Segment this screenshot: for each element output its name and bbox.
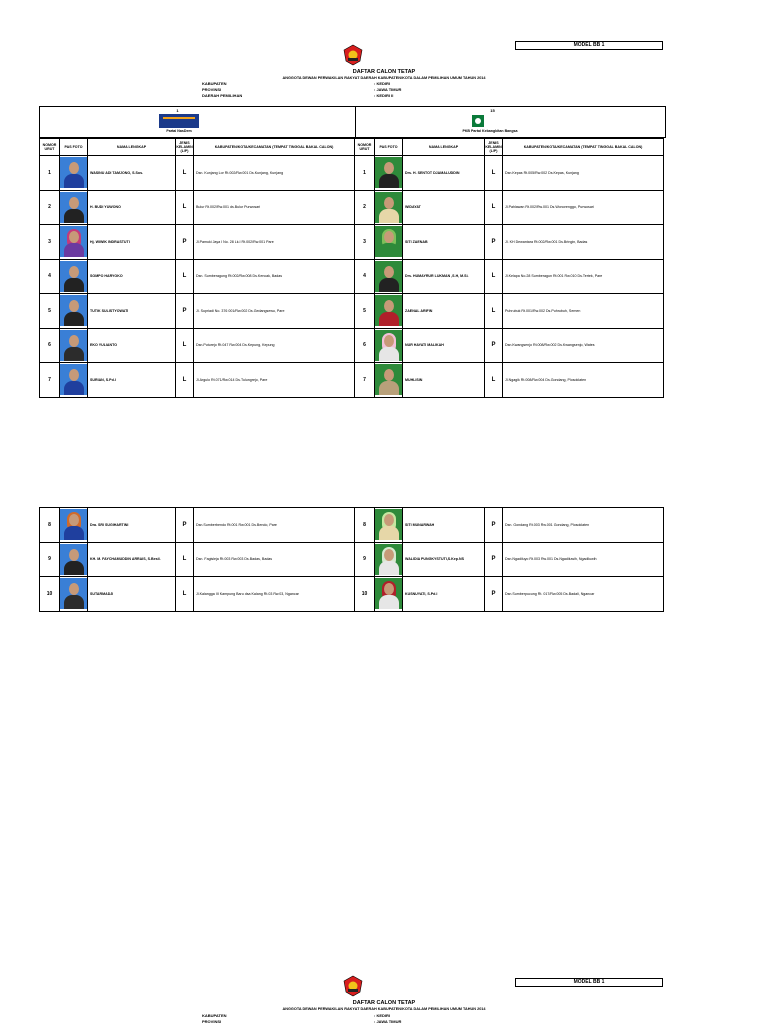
photo-head [384,197,394,209]
photo-body [64,174,84,188]
photo-head [384,335,394,347]
candidate-name: KH. M. FAYCHAMUDDIN ARRAIS, S.Besil. [88,542,176,577]
candidate-photo [375,295,403,326]
candidate-photo [375,578,403,609]
candidate-gender: L [485,294,503,329]
photo-head [384,266,394,278]
table-row [40,508,664,543]
candidate-photo-cell [60,328,88,363]
candidate-photo-cell [375,225,403,260]
photo-body [379,278,399,292]
candidate-photo-cell [375,259,403,294]
candidate-gender: L [176,190,194,225]
photo-body [379,174,399,188]
candidate-number: 8 [355,508,375,543]
candidate-name: SITI ZAENAB [403,225,485,260]
photo-body [64,381,84,395]
candidate-number: 5 [355,294,375,329]
candidate-address: Dsn.Kwangsenjo Rt.008/Rw.002 Ds.Kwangsenjo, Wates [503,328,664,363]
candidate-photo-cell [60,225,88,260]
photo-head [69,583,79,595]
photo-head [384,300,394,312]
photo-body [379,243,399,257]
header-jk: JENIS KELAMIN (L/P) [176,139,194,156]
candidate-number: 2 [40,190,60,225]
candidate-number: 9 [40,542,60,577]
photo-body [379,526,399,540]
photo-body [64,561,84,575]
candidate-photo-cell [375,328,403,363]
photo-head [69,300,79,312]
candidate-name: SOMPO HARYOKO [88,259,176,294]
candidate-photo-cell [375,542,403,577]
photo-body [379,347,399,361]
candidate-number: 3 [355,225,375,260]
table-row [40,294,664,329]
candidate-gender: P [176,508,194,543]
photo-body [64,278,84,292]
page-title: DAFTAR CALON TETAP [352,1000,416,1006]
candidate-address: Jl.Kalangga III Kampung Baru dsa Kalang Rt.03 Rw.03, Ngancar [194,577,355,612]
candidate-photo-cell [60,363,88,398]
candidate-photo-cell [375,577,403,612]
candidate-photo-cell [60,577,88,612]
photo-head [384,549,394,561]
photo-body [379,312,399,326]
party-nasdem [40,107,356,138]
table-header-row [40,139,664,156]
party-name: Partai NasDem [166,129,192,133]
candidate-number: 1 [40,156,60,191]
candidate-name: WALIDIA PUNGKYSTUTI,S.Kep.NS [403,542,485,577]
candidate-name: WASINU ADI TAMJONO, S.Sos. [88,156,176,191]
photo-body [379,381,399,395]
party-name: PKB Partai Kebangkitan Bangsa [462,129,518,133]
meta-label: KABUPATEN [202,1013,227,1018]
candidate-gender: L [176,259,194,294]
candidate-photo [60,192,88,223]
header-jk: JENIS KELAMIN (L/P) [485,139,503,156]
candidate-photo [375,192,403,223]
photo-body [64,243,84,257]
candidate-photo [375,261,403,292]
header-nomor: NOMOR URUT [355,139,375,156]
meta-label: KABUPATEN [202,81,227,86]
candidate-photo [60,330,88,361]
candidate-table [39,138,664,398]
candidate-number: 6 [355,328,375,363]
photo-head [69,197,79,209]
page-subtitle: ANGGOTA DEWAN PERWAKILAN RAKYAT DAERAH KABUPATEN/KOTA DALAM PEMILIHAN UMUM TAHUN 2014 [282,1007,486,1011]
candidate-number: 9 [355,542,375,577]
candidate-photo [60,578,88,609]
candidate-gender: L [176,542,194,577]
candidate-name: SUTARMADJI [88,577,176,612]
candidate-name: WIDAYAT [403,190,485,225]
photo-body [64,312,84,326]
candidate-number: 4 [40,259,60,294]
page-title: DAFTAR CALON TETAP [352,69,416,75]
meta-label: PROVINSI [202,87,222,92]
candidate-address: Jl.Pamuki Jaya I No. 28 Lk.I Rt.002/Rw.001 Pare [194,225,355,260]
candidate-address: Dsn. Kunjang Lor Rt.002/Rw.001 Ds.Kunjang, Kunjang [194,156,355,191]
header-nomor: NOMOR URUT [40,139,60,156]
photo-head [69,335,79,347]
party-pkb [356,107,666,138]
photo-head [69,369,79,381]
candidate-address: Dsn.Sumberpucung Rt. 017/Rw.005 Ds.Badali, Ngancar [503,577,664,612]
candidate-number: 3 [40,225,60,260]
candidate-address: Jl. Supriadi No. 376 001/Rw.002 Ds.Gedangsewu, Pare [194,294,355,329]
kpu-logo-icon [342,44,364,66]
meta-value: : KEDIRI II [374,93,394,98]
photo-body [379,595,399,609]
candidate-gender: P [485,328,503,363]
candidate-number: 7 [355,363,375,398]
model-label: MODEL BB 1 [515,41,663,50]
candidate-photo-cell [60,190,88,225]
meta-label: DAERAH PEMILIHAN [202,93,243,98]
meta-value: : JAWA TIMUR [374,87,402,92]
candidate-photo-cell [375,190,403,225]
candidate-gender: L [485,156,503,191]
meta-block [202,1013,401,1025]
candidate-name: NUR HAYATI MALIKAH [403,328,485,363]
header-foto: PAS FOTO [60,139,88,156]
table-row [40,190,664,225]
candidate-number: 8 [40,508,60,543]
candidate-gender: P [485,577,503,612]
candidate-photo [375,330,403,361]
candidate-gender: L [176,156,194,191]
candidate-address: Bulur Rt.002/Rw.001 ds.Bulur Purwosari [194,190,355,225]
candidate-number: 2 [355,190,375,225]
candidate-address: Jl.Ngagik Rt.008/Rw.004 Ds.Gondang, Plosoklaten [503,363,664,398]
photo-body [64,209,84,223]
photo-head [69,549,79,561]
candidate-photo-cell [60,508,88,543]
table-row [40,156,664,191]
candidate-photo [375,364,403,395]
candidate-address: Dsn. Gondang Rt.003 Rw.001 Gondang, Plosoklaten [503,508,664,543]
candidate-address: Dsn. Fagisleja Rt.003 Rw.003 Ds.Badas, Badas [194,542,355,577]
model-label: MODEL BB 1 [515,978,663,987]
candidate-name: ZAENAL ARIFIN [403,294,485,329]
candidate-name: Drs. H. SENTOT DJAMALUDDIN [403,156,485,191]
kpu-logo-icon [342,975,364,997]
candidate-name: SITI MUNARWAH [403,508,485,543]
header-alamat: KABUPATEN/KOTA/KECAMATAN (TEMPAT TINGGAL BAKAL CALON) [503,139,664,156]
candidate-photo [60,157,88,188]
candidate-photo [375,544,403,575]
meta-value: : KEDIRI [374,1013,390,1018]
meta-block [202,81,401,99]
candidate-photo-cell [375,363,403,398]
party-header-table [39,106,666,138]
candidate-gender: P [176,225,194,260]
photo-body [64,526,84,540]
candidate-photo [60,364,88,395]
meta-label: PROVINSI [202,1019,222,1024]
header-nama: NAMA LENGKAP [88,139,176,156]
page-subtitle: ANGGOTA DEWAN PERWAKILAN RAKYAT DAERAH KABUPATEN/KOTA DALAM PEMILIHAN UMUM TAHUN 2014 [282,76,486,80]
candidate-photo-cell [375,508,403,543]
candidate-photo [375,157,403,188]
candidate-name: MUHLISIN [403,363,485,398]
candidate-photo [60,261,88,292]
header-foto: PAS FOTO [375,139,403,156]
candidate-name: TUTIK SULISTYOWATI [88,294,176,329]
meta-value: : KEDIRI [374,81,390,86]
candidate-name: Dra. SRI SUGIHARTINI [88,508,176,543]
candidate-address: Dsn.Kepas Rt.005/Rw.002 Ds.Kepas, Kunjang [503,156,664,191]
candidate-address: Puhrubuk Rt.001/Rw.002 Ds.Puhrubuh, Semen [503,294,664,329]
candidate-gender: L [176,363,194,398]
photo-body [379,561,399,575]
candidate-photo-cell [60,542,88,577]
candidate-photo [60,544,88,575]
candidate-photo [60,226,88,257]
candidate-name: KUSNUYATI, S.Pd.I [403,577,485,612]
pkb-logo-icon [470,114,510,128]
table-row [40,542,664,577]
candidate-gender: L [485,259,503,294]
candidate-address: Jl.Pahlawan Rt.002/Rw.001 Ds.Wonorenggo, Purwosari [503,190,664,225]
table-row [40,328,664,363]
candidate-name: Hj. WIWIK INDRASTUTI [88,225,176,260]
candidate-photo-cell [60,294,88,329]
table-row [40,259,664,294]
candidate-address: Jl.Argulo Rt.071/Rw.014 Ds.Tulungrejo, Pare [194,363,355,398]
header-nama: NAMA LENGKAP [403,139,485,156]
candidate-number: 1 [355,156,375,191]
photo-head [69,162,79,174]
candidate-gender: L [176,577,194,612]
party-number: 1 [176,108,179,113]
candidate-number: 6 [40,328,60,363]
candidate-address: Dsn.Puturejo Rt.047 Rw.004 Ds.Kepung, Kepung [194,328,355,363]
candidate-gender: P [485,542,503,577]
candidate-photo-cell [60,259,88,294]
candidate-number: 4 [355,259,375,294]
candidate-name: Drs. HUMAYRUR LUKMAN ,S.H, M.Si. [403,259,485,294]
candidate-photo [60,295,88,326]
candidate-gender: P [176,294,194,329]
table-row [40,577,664,612]
photo-head [384,369,394,381]
candidate-address: Jl.Kelapa No.28 Sumberagun Rt.001 Rw.010 Ds.Tertek, Pare [503,259,664,294]
candidate-number: 5 [40,294,60,329]
candidate-address: Dsn.Sumberbendo Rt.001 Rw.001 Ds.Bendo, Pare [194,508,355,543]
candidate-name: SURIAN, S.Pd.I [88,363,176,398]
nasdem-logo-icon [159,114,199,128]
candidate-name: EKO YULIANTO [88,328,176,363]
header-alamat: KABUPATEN/KOTA/KECAMATAN (TEMPAT TINGGAL BAKAL CALON) [194,139,355,156]
table-row [40,363,664,398]
photo-body [379,209,399,223]
photo-head [69,266,79,278]
candidate-gender: P [485,225,503,260]
candidate-address: Dsn.Ngadiluyo Rt.003 Rw.001 Ds.Ngadiluwih, Ngadiluwih [503,542,664,577]
candidate-number: 10 [40,577,60,612]
candidate-address: Jl. KH Dewantara Rt.002/Rw.001 Ds.Bringin, Badas [503,225,664,260]
candidate-name: H. BUDI YUWONO [88,190,176,225]
table-row [40,225,664,260]
candidate-number: 7 [40,363,60,398]
candidate-gender: P [485,508,503,543]
candidate-table-continued [39,507,664,612]
candidate-photo-cell [60,156,88,191]
candidate-photo [60,509,88,540]
candidate-photo-cell [375,156,403,191]
candidate-photo [375,226,403,257]
photo-body [64,347,84,361]
photo-head [384,162,394,174]
candidate-gender: L [485,190,503,225]
party-number: 15 [490,108,495,113]
candidate-photo [375,509,403,540]
candidate-gender: L [176,328,194,363]
meta-value: : JAWA TIMUR [374,1019,402,1024]
candidate-photo-cell [375,294,403,329]
candidate-number: 10 [355,577,375,612]
candidate-address: Dsn. Sumberagung Rt.002/Rw.008 Ds.Kencak, Badas [194,259,355,294]
photo-body [64,595,84,609]
candidate-gender: L [485,363,503,398]
